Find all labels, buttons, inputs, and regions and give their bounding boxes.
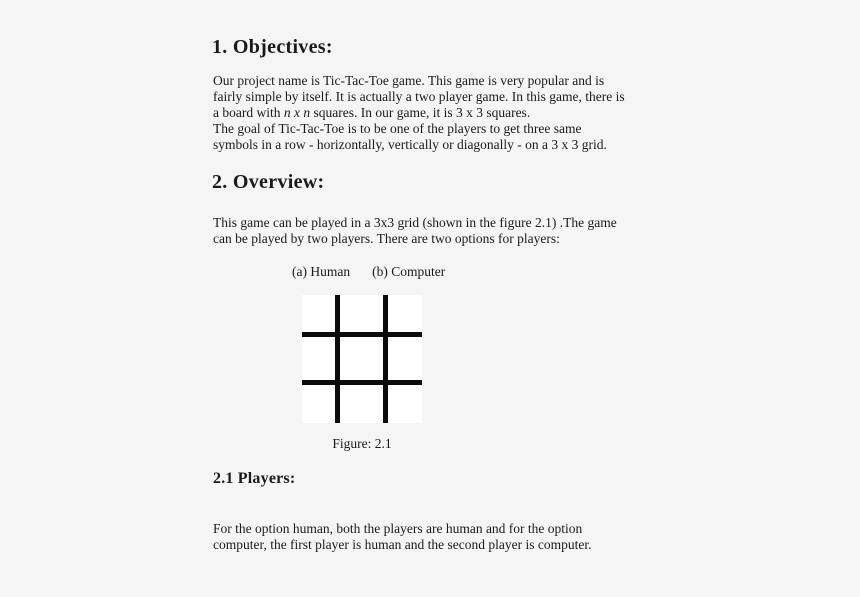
text-line: computer, the first player is human and the second player is computer. (213, 537, 592, 552)
tictactoe-grid-figure (302, 295, 422, 423)
option-human-label: (a) Human (292, 264, 351, 279)
objectives-paragraph (213, 73, 625, 153)
text-line: symbols in a row - horizontally, vertically or diagonally - on a 3 x 3 grid. (213, 137, 607, 152)
overview-paragraph (213, 215, 617, 247)
option-computer-label: (b) Computer (372, 264, 446, 279)
grid-vertical-line-1 (335, 295, 340, 423)
player-options-line (292, 264, 445, 280)
grid-horizontal-line-2 (302, 380, 422, 385)
text-segment: squares. In our game, it is 3 x 3 squares. (310, 105, 531, 120)
players-paragraph (213, 521, 591, 553)
text-line: fairly simple by itself. It is actually a two player game. In this game, there is (213, 89, 625, 104)
players-heading: 2.1 Players: (213, 470, 296, 487)
italic-text-segment: n x n (283, 105, 311, 120)
text-line: This game can be played in a 3x3 grid (shown in the figure 2.1) .The game (213, 215, 617, 230)
figure-caption: Figure: 2.1 (332, 436, 392, 451)
grid-horizontal-line-1 (302, 332, 422, 337)
text-line: The goal of Tic-Tac-Toe is to be one of the players to get three same (213, 121, 582, 136)
overview-heading: 2. Overview: (212, 171, 325, 193)
text-line: can be played by two players. There are two options for players: (213, 231, 560, 246)
text-line: For the option human, both the players are human and for the option (213, 521, 583, 536)
grid-vertical-line-2 (383, 295, 388, 423)
objectives-heading: 1. Objectives: (212, 36, 333, 58)
text-segment: a board with (213, 105, 284, 120)
text-line (213, 105, 625, 121)
text-line: Our project name is Tic-Tac-Toe game. This game is very popular and is (213, 73, 605, 88)
